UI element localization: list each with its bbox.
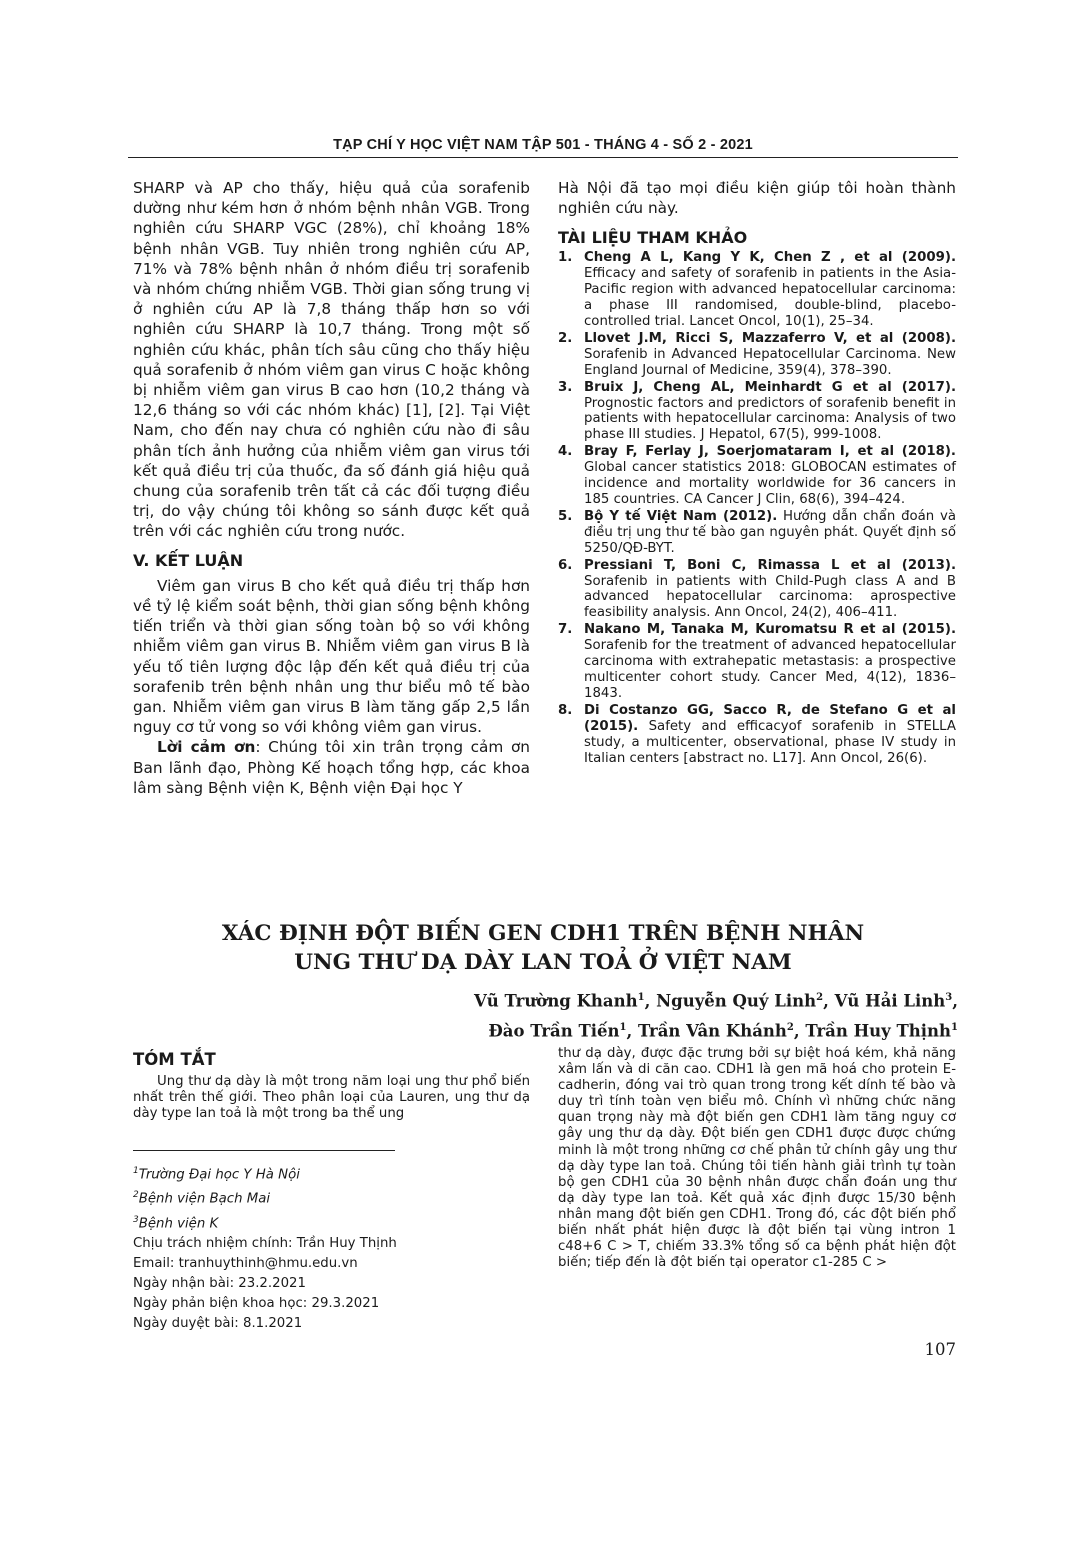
reference-authors: Llovet J.M, Ricci S, Mazzaferro V, et al (2008). [584, 330, 956, 346]
reference-item [558, 250, 956, 330]
acknowledgement-text: : Chúng tôi xin trân trọng cảm ơn Ban lãnh đạo, Phòng Kế hoạch tổng hợp, các khoa lâm sàng Bệnh viện K, Bệnh viện Đại học Y [133, 738, 530, 797]
abstract-text-right: thư dạ dày, được đặc trưng bởi sự biệt hoá kém, khả năng xâm lấn và di căn cao. CDH1 là gen mã hoá cho protein E-cadherin, đóng vai trò quan trong trong kết dính tế bào và duy trì tính toàn vẹn biểu mô. Chính vì những chức năng quan trọng này mà đột biến gen CDH1 làm tăng nguy cơ gây ung thư dạ dày. Đột biến gen CDH1 được được chứng minh là một trong những cơ chế phân tử chính gây ung thư dạ dày type lan toả. Chúng tôi tiến hành giải trình tự toàn bộ gen CDH1 của 30 bệnh nhân được chẩn đoán ung thư dạ dày type lan toả. Kết quả xác định được 15/30 bệnh nhân mang đột biến gen CDH1. Trong đó, các đột biến phổ biến nhất phát hiện được là đột biến tại vùng intron 1 c48+6 C > T, chiếm 33.3% tổng số ca bệnh phát hiện đột biến; tiếp đến là đột biến tại operator c1-285 C > [558, 1046, 956, 1271]
acknowledgement-label: Lời cảm ơn [157, 738, 256, 757]
author-name: Vũ Hải Linh [834, 991, 946, 1011]
reference-number: 1. [558, 250, 573, 266]
reference-details: Sorafenib in patients with Child-Pugh class A and B advanced hepatocellular carcinoma: aprospective feasibility analysis. Ann Oncol, 24(2), 406–411. [584, 573, 956, 621]
footnote-rule [133, 1150, 395, 1151]
reference-number: 7. [558, 622, 573, 638]
article-title [130, 919, 956, 977]
affiliation-2: $^2$Bệnh viện Bạch Mai [133, 1190, 271, 1207]
abstract-text-left: Ung thư dạ dày là một trong năm loại ung thư phổ biến nhất trên thế giới. Theo phân loại của Lauren, ung thư dạ dày type lan toả là một trong ba thể ung [133, 1074, 530, 1122]
author-affiliation-mark: 1 [951, 1021, 958, 1033]
footnotes [133, 1161, 530, 1334]
reference-item [558, 331, 956, 379]
reference-details: Global cancer statistics 2018: GLOBOCAN estimates of incidence and mortality worldwide for 36 cancers in 185 countries. CA Cancer J Clin, 68(6), 394–424. [584, 460, 956, 507]
reference-authors: Bray F, Ferlay J, Soerjomataram I, et al (2018). [584, 444, 956, 460]
reference-details: Sorafenib for the treatment of advanced hepatocellular carcinoma with extrahepatic metastasis: a prospective multicenter cohort study. Cancer Med, 4(12), 1836–1843. [584, 638, 956, 701]
reference-authors: Nakano M, Tanaka M, Kuromatsu R et al (2015). [584, 622, 956, 638]
reference-number: 5. [558, 508, 573, 524]
author-affiliation-mark: 2 [816, 992, 824, 1003]
review-date: Ngày phản biện khoa học: 29.3.2021 [133, 1296, 380, 1312]
reference-authors: Pressiani T, Boni C, Rimassa L et al (2013). [584, 557, 956, 573]
reference-item [558, 558, 956, 622]
references-heading: TÀI LIỆU THAM KHẢO [558, 228, 748, 248]
accepted-date: Ngày duyệt bài: 8.1.2021 [133, 1316, 303, 1332]
conclusion-heading: V. KẾT LUẬN [133, 550, 244, 570]
reference-details: Safety and efficacyof sorafenib in STELLA study, a multicenter, observational, phase IV study in Italian centers [abstract no. L17]. Ann Oncol, 26(6). [584, 718, 956, 766]
author-name: Vũ Trường Khanh [474, 991, 638, 1011]
left-column [133, 178, 530, 798]
conclusion-paragraph: Viêm gan virus B cho kết quả điều trị thấp hơn về tỷ lệ kiểm soát bệnh, thời gian sống bệnh không tiến triển và thời gian sống toàn bộ so với không nhiễm viêm gan virus B. Nhiễm viêm gan virus B là yếu tố tiên lượng độc lập đến kết quả điều trị của sorafenib trên bệnh nhân ung thư biểu mô tế bào gan. Nhiễm viêm gan virus B làm tăng gấp 2,5 lần nguy cơ tử vong so với không viêm gan virus. [133, 576, 530, 737]
author-name: Đào Trần Tiến [488, 1021, 620, 1040]
header-rule [128, 157, 958, 158]
reference-authors: Di Costanzo GG, Sacco R, de Stefano G et al (2015). [584, 702, 956, 734]
author-affiliation-mark: 3 [945, 992, 953, 1003]
affiliation-3: $^3$Bệnh viện K [133, 1214, 219, 1232]
affiliation-1: $^1$Trường Đại học Y Hà Nội [133, 1166, 300, 1183]
reference-authors: Bộ Y tế Việt Nam (2012). [584, 508, 778, 524]
running-header: TẠP CHÍ Y HỌC VIỆT NAM TẬP 501 - THÁNG 4 - SỐ 2 - 2021 [333, 137, 753, 153]
reference-details: Efficacy and safety of sorafenib in patients in the Asia-Pacific region with advanced hepatocellular carcinoma: a phase III randomised, double-blind, placebo-controlled trial. Lancet Oncol, 10(1), 25–34. [584, 266, 956, 330]
author-line-1: Vũ Trường Khanh$^1$, Nguyễn Quý Linh$^2$, Vũ Hải Linh$^3$, [474, 991, 958, 1011]
reference-number: 3. [558, 379, 573, 395]
article-title-line-1: XÁC ĐỊNH ĐỘT BIẾN GEN CDH1 TRÊN BỆNH NHÂN [221, 921, 865, 946]
reference-list [558, 250, 956, 766]
reference-authors: Cheng A L, Kang Y K, Chen Z , et al (2009). [584, 250, 956, 266]
reference-authors: Bruix J, Cheng AL, Meinhardt G et al (2017). [584, 379, 956, 395]
abstract-left [133, 1050, 530, 1123]
article-title-line-2: UNG THƯ DẠ DÀY LAN TOẢ Ở VIỆT NAM [294, 950, 792, 975]
reference-number: 2. [558, 330, 573, 346]
author-affiliation-mark: 1 [637, 992, 645, 1003]
reference-number: 8. [558, 702, 573, 718]
corresponding-email: Email: tranhuythinh@hmu.edu.vn [133, 1256, 358, 1272]
reference-item [558, 622, 956, 702]
reference-item [558, 380, 956, 444]
reference-item [558, 509, 956, 557]
reference-details: Sorafenib in Advanced Hepatocellular Carcinoma. New England Journal of Medicine, 359(4), 378–390. [584, 346, 956, 378]
author-affiliation-mark: 1 [619, 1021, 627, 1033]
author-line-2: Đào Trần Tiến$^1$, Trần Vân Khánh$^2$, Trần Huy Thịnh$^1$ [488, 1021, 958, 1040]
author-name: Trần Vân Khánh [637, 1021, 787, 1040]
reference-item [558, 703, 956, 767]
reference-details: Hướng dẫn chẩn đoán và điều trị ung thư tế bào gan nguyên phát. Quyết định số 5250/QĐ-BYT. [584, 508, 956, 556]
author-list [474, 985, 958, 1044]
discussion-paragraph: SHARP và AP cho thấy, hiệu quả của sorafenib dường như kém hơn ở nhóm bệnh nhân VGB. Trong nghiên cứu SHARP VGC (28%), chỉ khoảng 18% bệnh nhân VGB. Tuy nhiên trong nghiên cứu AP, 71% và 78% bệnh nhân ở nhóm điều trị sorafenib và nhóm chứng nhiễm VGB. Thời gian sống trung vị ở nghiên cứu AP là 7,8 tháng thấp hơn so với nghiên cứu SHARP là 10,7 tháng. Trong một số nghiên cứu khác, phân tích sâu cũng cho thấy hiệu quả sorafenib ở nhóm viêm gan virus C hoặc không bị nhiễm viêm gan virus B cao hơn (10,2 tháng và 12,6 tháng so với các nhóm khác) [1], [2]. Tại Việt Nam, cho đến nay chưa có nghiên cứu nào đi sâu phân tích ảnh hưởng của nhiễm viêm gan virus tới kết quả điều trị của thuốc, đa số đánh giá hiệu quả chung của sorafenib trên tất cả các đối tượng điều trị, do vậy chúng tôi không so sánh được kết quả trên với các nghiên cứu trong nước. [133, 179, 530, 541]
received-date: Ngày nhận bài: 23.2.2021 [133, 1276, 306, 1292]
author-affiliation-mark: 2 [786, 1021, 794, 1033]
right-column [558, 178, 956, 767]
abstract-heading: TÓM TẮT [133, 1050, 216, 1069]
author-name: Nguyễn Quý Linh [656, 991, 817, 1011]
page-number: 107 [924, 1340, 956, 1359]
reference-number: 6. [558, 557, 573, 573]
author-name: Trần Huy Thịnh [805, 1021, 952, 1040]
acknowledgement-continuation: Hà Nội đã tạo mọi điều kiện giúp tôi hoàn thành nghiên cứu này. [558, 179, 956, 218]
reference-item [558, 444, 956, 508]
reference-number: 4. [558, 444, 573, 460]
reference-details: Prognostic factors and predictors of sorafenib benefit in patients with hepatocellular carcinoma: Analysis of two phase III studies. J Hepatol, 67(5), 999-1008. [584, 395, 956, 443]
corresponding-author: Chịu trách nhiệm chính: Trần Huy Thịnh [133, 1236, 397, 1252]
acknowledgement-paragraph [133, 737, 530, 798]
